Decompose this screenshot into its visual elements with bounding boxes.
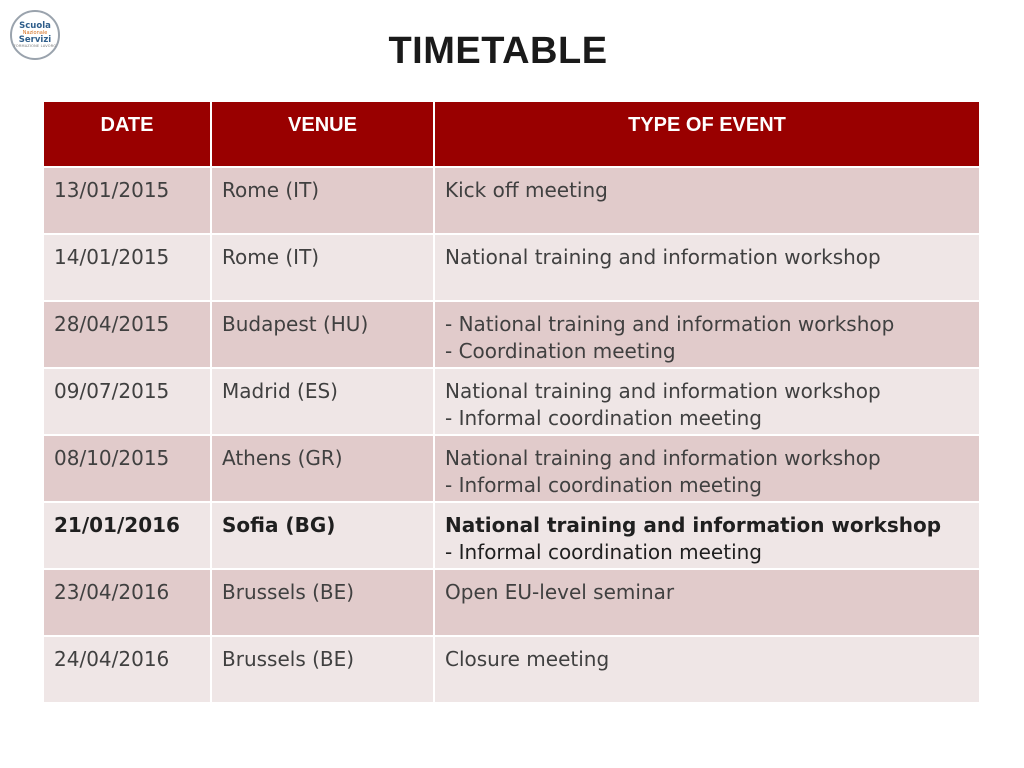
header-type: TYPE OF EVENT bbox=[434, 101, 979, 167]
date-cell: 28/04/2015 bbox=[44, 301, 211, 368]
page-title: TIMETABLE bbox=[388, 30, 608, 72]
header-row bbox=[44, 101, 979, 167]
event-cell bbox=[434, 234, 979, 301]
venue-cell: Brussels (BE) bbox=[211, 636, 434, 703]
event-cell bbox=[434, 167, 979, 234]
event-line-1: Closure meeting bbox=[445, 647, 610, 671]
logo-line-3: Servizi bbox=[18, 34, 52, 45]
timetable-table bbox=[44, 100, 979, 704]
event-cell bbox=[434, 569, 979, 636]
logo-line-1: Scuola bbox=[19, 20, 51, 31]
venue-cell: Madrid (ES) bbox=[211, 368, 434, 435]
event-cell bbox=[434, 502, 979, 569]
logo-line-4: FORMAZIONE LAVORO bbox=[13, 43, 57, 48]
event-cell bbox=[434, 435, 979, 502]
venue-cell: Sofia (BG) bbox=[211, 502, 434, 569]
venue-cell: Rome (IT) bbox=[211, 234, 434, 301]
event-line-1: National training and information workshop bbox=[445, 245, 881, 269]
event-line-1: National training and information workshop bbox=[445, 446, 881, 470]
event-line-2: - Informal coordination meeting bbox=[445, 540, 763, 564]
event-line-2: - Informal coordination meeting bbox=[445, 406, 763, 430]
table-row-highlighted bbox=[44, 502, 979, 569]
event-line-1: National training and information workshop bbox=[445, 513, 942, 537]
event-cell bbox=[434, 636, 979, 703]
logo-line-2: Nazionale bbox=[22, 29, 48, 36]
date-cell: 14/01/2015 bbox=[44, 234, 211, 301]
header-venue: VENUE bbox=[211, 101, 434, 167]
event-line-2: - Informal coordination meeting bbox=[445, 473, 763, 497]
table-row bbox=[44, 368, 979, 435]
event-line-2: - Coordination meeting bbox=[445, 339, 676, 363]
table-row bbox=[44, 234, 979, 301]
venue-cell: Brussels (BE) bbox=[211, 569, 434, 636]
table-row bbox=[44, 569, 979, 636]
event-line-1: Kick off meeting bbox=[445, 178, 608, 202]
date-cell: 09/07/2015 bbox=[44, 368, 211, 435]
event-cell bbox=[434, 368, 979, 435]
date-cell: 23/04/2016 bbox=[44, 569, 211, 636]
table-row bbox=[44, 301, 979, 368]
date-cell: 21/01/2016 bbox=[44, 502, 211, 569]
date-cell: 13/01/2015 bbox=[44, 167, 211, 234]
table-row bbox=[44, 167, 979, 234]
event-line-1: - National training and information workshop bbox=[445, 312, 895, 336]
date-cell: 08/10/2015 bbox=[44, 435, 211, 502]
venue-cell: Rome (IT) bbox=[211, 167, 434, 234]
table-row bbox=[44, 435, 979, 502]
venue-cell: Athens (GR) bbox=[211, 435, 434, 502]
event-line-1: National training and information workshop bbox=[445, 379, 881, 403]
table-row bbox=[44, 636, 979, 703]
header-date: DATE bbox=[44, 101, 211, 167]
date-cell: 24/04/2016 bbox=[44, 636, 211, 703]
venue-cell: Budapest (HU) bbox=[211, 301, 434, 368]
event-cell bbox=[434, 301, 979, 368]
event-line-1: Open EU-level seminar bbox=[445, 580, 675, 604]
